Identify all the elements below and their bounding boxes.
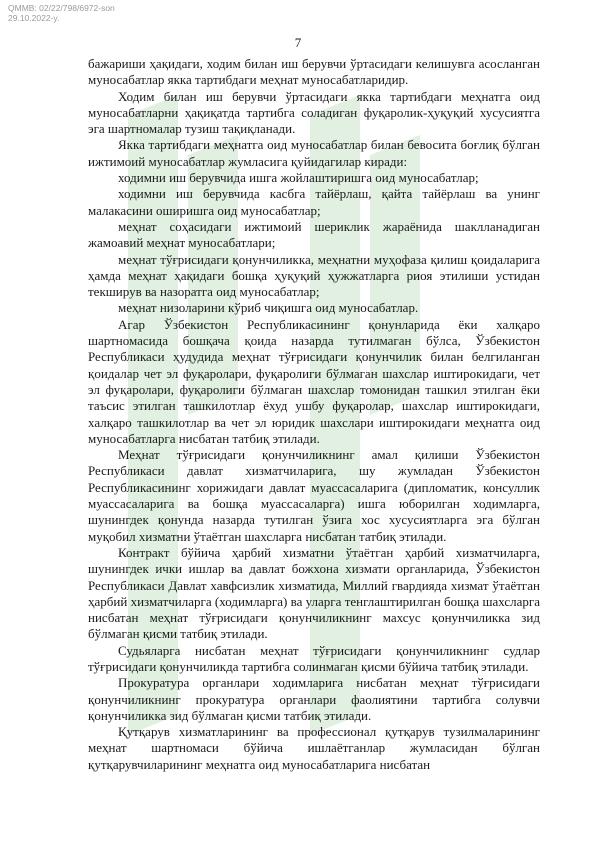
paragraph: Ходим билан иш берувчи ўртасидаги якка тартибдаги меҳнатга оид муносабатларни ҳақиқатда тартибга соладиган фуқаролик-ҳуқуқий хусусиятга эга шартномалар тузиш тақиқланади. xyxy=(88,88,540,137)
paragraph: Якка тартибдаги меҳнатга оид муносабатлар билан бевосита боғлиқ бўлган ижтимоий муносабатлар жумласига қуйидагилар киради: xyxy=(88,137,540,169)
list-item: меҳнат соҳасидаги ижтимоий шериклик жараёнида шаклланадиган жамоавий меҳнат муносабатлари; xyxy=(88,218,540,251)
paragraph: Агар Ўзбекистон Республикасининг қонунларида ёки халқаро шартномасида бошқача қоида назарда тутилмаган бўлса, Ўзбекистон Республикаси ҳудудида меҳнат тўғрисидаги қонунчилик билан белгиланган қоидалар чет эл фуқаролари, фуқаролиги бўлмаган шахслар иштирокидаги, чет эл фуқаролари, фуқаролиги бўлмаган шахслар томонидан ташкил этилган ёки таъсис этилган ташкилотлар ёхуд ушбу фуқаролар, шахслар иштирокидаги, халқаро ташкилотлар ва чет эл юридик шахслари иштирокидаги меҳнатга оид муносабатларга нисбатан татбиқ этилади. xyxy=(88,316,540,446)
paragraph: Контракт бўйича ҳарбий хизматни ўтаётган ҳарбий хизматчиларга, шунингдек ички ишлар ва давлат божхона хизмати органларида, Ўзбекистон Республикаси Давлат хавфсизлик хизматида, Миллий гвардияда хизмат ўтаётган ҳарбий хизматчиларга (ходимларга) ва уларга тенглаштирилган бошқа шахсларга нисбатан меҳнат тўғрисидаги қонунчиликнинг махсус қонунчиликка зид бўлмаган қисми татбиқ этилади. xyxy=(88,544,540,642)
registration-date: 29.10.2022-y. xyxy=(8,13,60,23)
paragraph: Судьяларга нисбатан меҳнат тўғрисидаги қонунчиликнинг судлар тўғрисидаги қонунчиликда тартибга солинмаган қисми бўйича татбиқ этилади. xyxy=(88,642,540,674)
paragraph: Прокуратура органлари ходимларига нисбатан меҳнат тўғрисидаги қонунчиликнинг прокуратура органлари фаолиятини тартибга солувчи қонунчиликка зид бўлмаган қисми татбиқ этилади. xyxy=(88,675,540,723)
registration-number: QMMB: 02/22/798/6972-son xyxy=(8,3,115,13)
list-item: меҳнат низоларини кўриб чиқишга оид муносабатлар. xyxy=(118,300,419,316)
paragraph: Меҳнат тўғрисидаги қонунчиликнинг амал қилиши Ўзбекистон Республикаси давлат хизматчиларига, шу жумладан Ўзбекистон Республикасининг хорижидаги давлат муассасаларига (дипломатик, консуллик муассасаларига ва бошқа муассасаларга) ишга юборилган ходимларга, шунингдек қонунда назарда тутилган ўзига хос хусусиятларга эга бўлган муқобил хизматни ўтаётган шахсларга нисбатан татбиқ этилади. xyxy=(88,447,540,544)
list-item: ходимни иш берувчида ишга жойлаштиришга оид муносабатлар; xyxy=(118,170,479,186)
paragraph-continued: бажариши ҳақидаги, ходим билан иш берувчи ўртасидаги келишувга асосланган муносабатлар якка тартибдаги меҳнат муносабатларидир. xyxy=(88,56,540,88)
paragraph: Қутқарув хизматларининг ва профессионал қутқарув тузилмаларининг меҳнат шартномаси бўйича ишлаётганлар жумласидан бўлган қутқарувчиларининг меҳнатга оид муносабатларига нисбатан xyxy=(88,724,540,772)
page-number: 7 xyxy=(294,35,302,50)
list-item: ходимни иш берувчида касбга тайёрлаш, қайта тайёрлаш ва унинг малакасини оширишга оид муносабатлар; xyxy=(88,186,540,218)
list-item: меҳнат тўғрисидаги қонунчиликка, меҳнатни муҳофаза қилиш қоидаларига ҳамда меҳнат ҳақидаги бошқа ҳуқуқий ҳужжатларга риоя этилиши устидан текширув ва назоратга оид муносабатлар; xyxy=(88,251,540,300)
document-body xyxy=(88,56,540,773)
document-registration-stamp xyxy=(8,3,115,23)
